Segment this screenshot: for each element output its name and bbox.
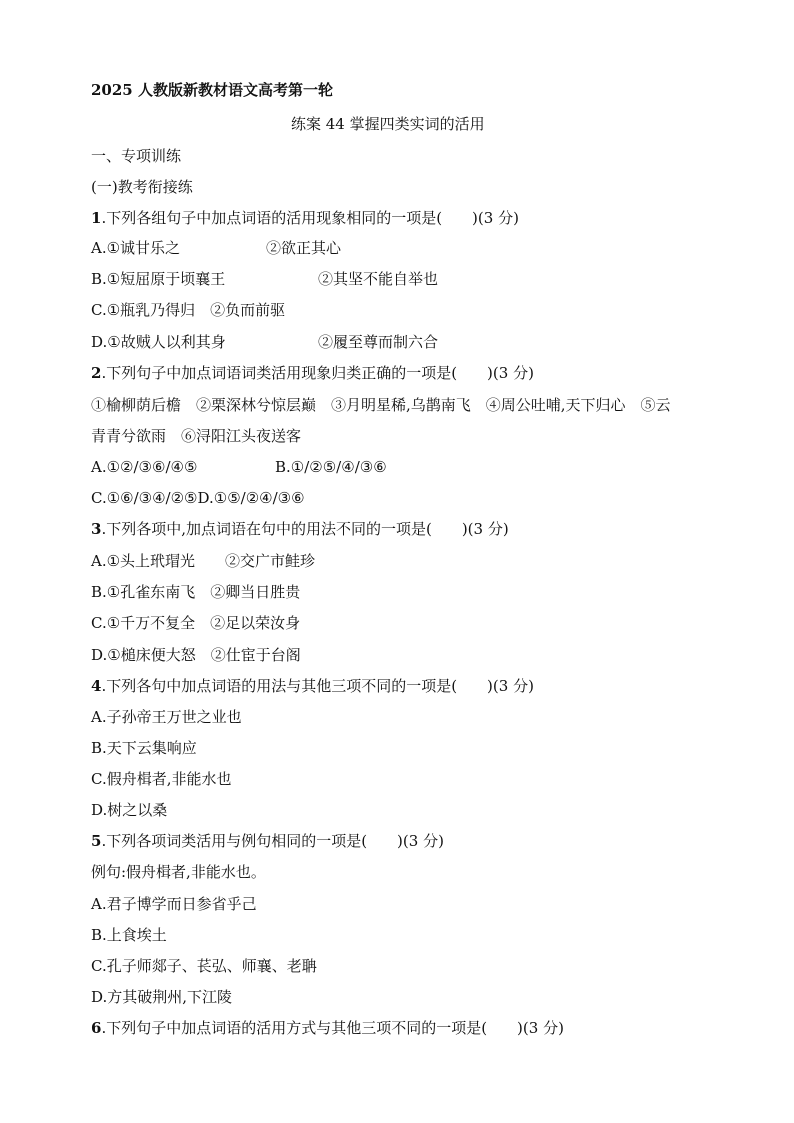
subsection-heading: (一)教考衔接练	[91, 178, 193, 196]
question-3	[91, 519, 509, 539]
q5-example: 例句:假舟楫者,非能水也。	[91, 863, 266, 881]
section-heading: 一、专项训练	[91, 147, 182, 165]
option-part-1: D.①故贼人以利其身	[91, 333, 226, 351]
question-number: 3	[91, 520, 102, 538]
question-number: 6	[91, 1019, 102, 1037]
option-b: B.①/②⑤/④/③⑥	[275, 458, 387, 476]
q2-items-line-1: ①榆柳荫后檐 ②栗深林兮惊层巅 ③月明星稀,乌鹊南飞 ④周公吐哺,天下归心 ⑤云	[91, 396, 671, 414]
q5-option-d: D.方其破荆州,下江陵	[91, 988, 233, 1006]
q2-options-cd: C.①⑥/③④/②⑤D.①⑤/②④/③⑥	[91, 489, 305, 507]
q3-option-b: B.①孔雀东南飞 ②卿当日胜贵	[91, 583, 301, 601]
option-part-1: A.①诚甘乐之	[91, 239, 181, 257]
q5-option-a: A.君子博学而日参省乎己	[91, 895, 257, 913]
question-number: 4	[91, 677, 102, 695]
option-part-1: B.①短屈原于顷襄王	[91, 270, 226, 288]
q1-option-b	[91, 269, 439, 289]
q1-option-d	[91, 332, 439, 352]
exercise-title: 练案 44 掌握四类实词的活用	[291, 115, 485, 133]
q3-option-a: A.①头上玳瑁光 ②交广市鲑珍	[91, 552, 316, 570]
question-6	[91, 1018, 564, 1038]
question-stem: .下列句子中加点词语的活用方式与其他三项不同的一项是( )(3 分)	[101, 1019, 564, 1037]
question-stem: .下列各项中,加点词语在句中的用法不同的一项是( )(3 分)	[101, 520, 509, 538]
question-number: 2	[91, 364, 102, 382]
q4-option-b: B.天下云集响应	[91, 739, 197, 757]
option-part-2: ②欲正其心	[266, 239, 342, 257]
q3-option-d: D.①槌床便大怒 ②仕宦于台阁	[91, 646, 301, 664]
question-stem: .下列各句中加点词语的用法与其他三项不同的一项是( )(3 分)	[101, 677, 534, 695]
q5-option-c: C.孔子师郯子、苌弘、师襄、老聃	[91, 957, 317, 975]
q1-option-c: C.①瓶乳乃得归 ②负而前驱	[91, 301, 286, 319]
question-2	[91, 363, 534, 383]
question-stem: .下列各组句子中加点词语的活用现象相同的一项是( )(3 分)	[101, 209, 519, 227]
option-a: A.①②/③⑥/④⑤	[91, 458, 198, 476]
question-4	[91, 676, 534, 696]
option-part-2: ②其坚不能自举也	[318, 270, 439, 288]
q4-option-c: C.假舟楫者,非能水也	[91, 770, 232, 788]
q2-options-ab	[91, 457, 387, 477]
q2-items-line-2: 青青兮欲雨 ⑥浔阳江头夜送客	[91, 427, 302, 445]
question-number: 5	[91, 832, 102, 850]
question-1	[91, 208, 519, 228]
series-title: 2025 人教版新教材语文高考第一轮	[91, 81, 333, 99]
question-stem: .下列各项词类活用与例句相同的一项是( )(3 分)	[101, 832, 444, 850]
q1-option-a	[91, 238, 342, 258]
question-5	[91, 831, 444, 851]
option-part-2: ②履至尊而制六合	[318, 333, 439, 351]
q5-option-b: B.上食埃土	[91, 926, 167, 944]
q3-option-c: C.①千万不复全 ②足以荣汝身	[91, 614, 301, 632]
q4-option-a: A.子孙帝王万世之业也	[91, 708, 242, 726]
question-stem: .下列句子中加点词语词类活用现象归类正确的一项是( )(3 分)	[101, 364, 534, 382]
question-number: 1	[91, 209, 102, 227]
q4-option-d: D.树之以桑	[91, 801, 168, 819]
